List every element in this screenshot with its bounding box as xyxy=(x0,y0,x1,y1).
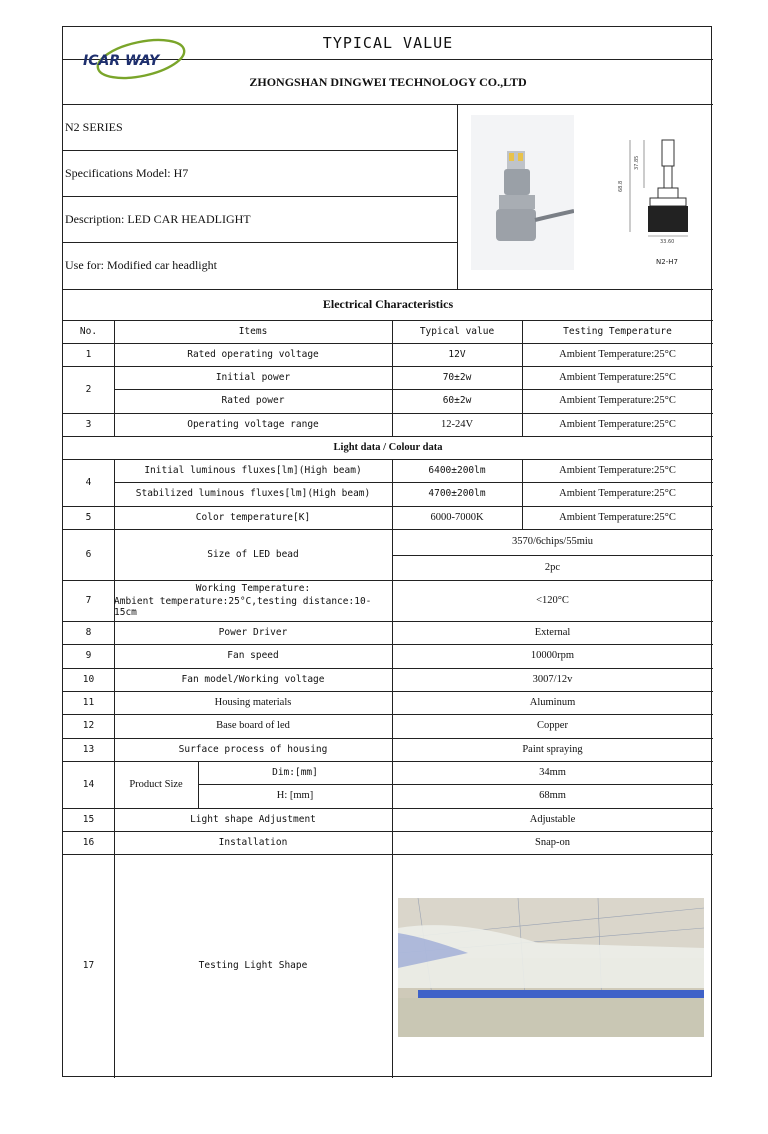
row2-temp-rated: Ambient Temperature:25°C xyxy=(559,395,676,407)
product-photo xyxy=(471,115,574,270)
row13-item: Surface process of housing xyxy=(178,743,328,755)
row12-value: Copper xyxy=(537,720,568,732)
row7-item xyxy=(114,580,392,621)
row2-value-rated: 60±2w xyxy=(442,395,472,407)
row10-value: 3007/12v xyxy=(532,673,573,685)
row9-value: 10000rpm xyxy=(530,650,575,662)
row8-no: 8 xyxy=(85,626,92,638)
col-typical: Typical value xyxy=(419,325,495,337)
section-electrical: Electrical Characteristics xyxy=(322,297,454,311)
dim-width: 33.60 xyxy=(660,239,675,245)
row3-item: Operating voltage range xyxy=(187,418,319,430)
row2-temp-initial: Ambient Temperature:25°C xyxy=(559,371,676,383)
drawing-label: N2-H7 xyxy=(656,258,678,266)
logo-text: ICAR WAY xyxy=(83,53,160,69)
row11-no: 11 xyxy=(82,696,95,708)
model-label: Specifications Model: H7 xyxy=(65,165,189,180)
row4-value-initial: 6400±200lm xyxy=(428,464,486,476)
row5-item: Color temperature[K] xyxy=(195,511,311,523)
row14-sub-height: H: [mm] xyxy=(276,790,314,802)
row12-item: Base board of led xyxy=(216,720,290,732)
row3-no: 3 xyxy=(85,418,92,430)
row14-item: Product Size xyxy=(129,778,183,790)
row6-value-chips: 3570/6chips/55miu xyxy=(511,536,594,548)
row3-temp: Ambient Temperature:25°C xyxy=(559,418,676,430)
row16-no: 16 xyxy=(82,836,95,848)
row7-item-line1: Working Temperature: xyxy=(195,583,311,594)
row9-no: 9 xyxy=(85,650,92,662)
row7-item-line2: Ambient temperature:25°C,testing distance:10-15cm xyxy=(114,596,372,618)
row17-item: Testing Light Shape xyxy=(198,960,308,972)
dim-top: 37.85 xyxy=(634,155,640,170)
row17-no: 17 xyxy=(82,960,95,972)
row3-value: 12-24V xyxy=(440,418,474,430)
row1-item: Rated operating voltage xyxy=(187,348,319,360)
row5-temp: Ambient Temperature:25°C xyxy=(559,511,676,523)
row2-item-initial: Initial power xyxy=(215,371,291,383)
spec-sheet xyxy=(62,26,712,1077)
page-title: TYPICAL VALUE xyxy=(322,33,454,52)
row1-value: 12V xyxy=(448,348,466,360)
row4-value-stabilized: 4700±200lm xyxy=(428,488,486,500)
row6-no: 6 xyxy=(85,548,92,560)
row14-value-dim: 34mm xyxy=(539,766,566,778)
row8-value: External xyxy=(534,626,571,638)
row16-item: Installation xyxy=(218,836,288,848)
row6-item: Size of LED bead xyxy=(207,548,299,560)
row15-item: Light shape Adjustment xyxy=(190,813,316,825)
row4-item-initial: Initial luminous fluxes[lm](High beam) xyxy=(144,464,362,476)
section-light: Light data / Colour data xyxy=(333,441,443,453)
row8-item: Power Driver xyxy=(218,626,288,638)
description-label: Description: LED CAR HEADLIGHT xyxy=(65,211,251,226)
technical-drawing xyxy=(608,132,698,267)
row4-temp-initial: Ambient Temperature:25°C xyxy=(559,464,676,476)
col-testing: Testing Temperature xyxy=(563,325,672,337)
row7-value: <120°C xyxy=(536,594,569,606)
row10-item: Fan model/Working voltage xyxy=(181,673,325,685)
row2-item-rated: Rated power xyxy=(221,395,285,407)
row16-value: Snap-on xyxy=(535,836,570,848)
row4-temp-stabilized: Ambient Temperature:25°C xyxy=(559,488,676,500)
row11-value: Aluminum xyxy=(529,696,576,708)
col-no: No. xyxy=(79,325,98,337)
row14-no: 14 xyxy=(82,778,95,790)
light-shape-photo xyxy=(398,898,704,1037)
row6-value-count: 2pc xyxy=(544,561,561,573)
row5-no: 5 xyxy=(85,511,92,523)
row13-value: Paint spraying xyxy=(522,743,583,755)
dim-height: 68.8 xyxy=(618,180,624,192)
row2-no: 2 xyxy=(85,383,92,395)
company-name: ZHONGSHAN DINGWEI TECHNOLOGY CO.,LTD xyxy=(249,74,527,89)
row10-no: 10 xyxy=(82,673,95,685)
row2-value-initial: 70±2w xyxy=(442,371,472,383)
row9-item: Fan speed xyxy=(227,650,279,662)
row11-item: Housing materials xyxy=(214,696,292,708)
series-label: N2 SERIES xyxy=(65,119,123,134)
row14-sub-dim: Dim:[mm] xyxy=(272,766,318,778)
row1-temp: Ambient Temperature:25°C xyxy=(559,348,676,360)
row4-no: 4 xyxy=(85,476,92,488)
col-items: Items xyxy=(238,325,268,337)
row13-no: 13 xyxy=(82,743,95,755)
row12-no: 12 xyxy=(82,720,95,732)
row7-no: 7 xyxy=(85,594,92,606)
row4-item-stabilized: Stabilized luminous fluxes[lm](High beam) xyxy=(135,488,371,500)
row14-value-height: 68mm xyxy=(539,790,566,802)
row5-value: 6000-7000K xyxy=(430,511,484,523)
row15-no: 15 xyxy=(82,813,95,825)
row1-no: 1 xyxy=(85,348,92,360)
row15-value: Adjustable xyxy=(529,813,576,825)
use-for-label: Use for: Modified car headlight xyxy=(65,258,217,272)
